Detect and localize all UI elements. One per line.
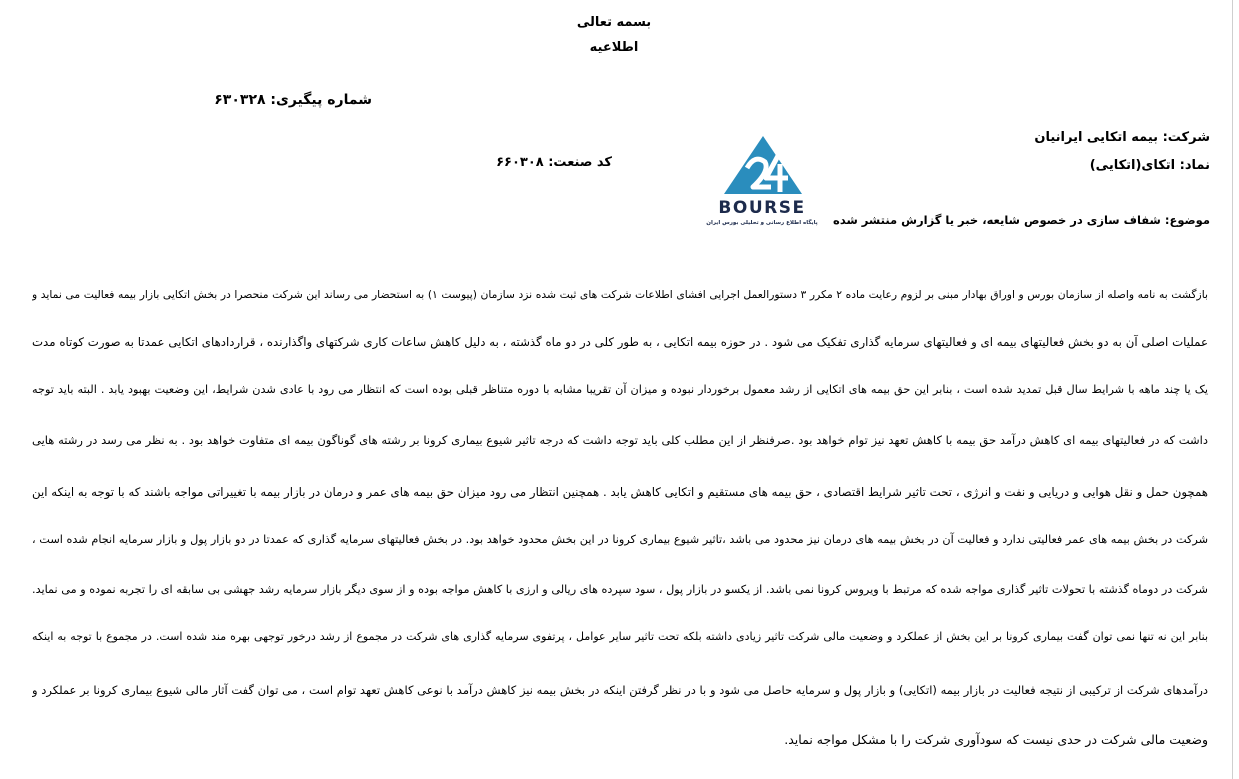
symbol-value: اتکای(اتکایی) <box>1089 158 1176 173</box>
tracking-number-value: ۶۳۰۳۲۸ <box>214 92 266 108</box>
body-line-last: وضعیت مالی شرکت در حدی نیست که سودآوری شرکت را با مشکل مواجه نماید. <box>784 732 1208 747</box>
page-edge-divider <box>1232 0 1233 779</box>
bismillah-heading: بسمه تعالی <box>576 15 652 30</box>
tracking-number-field <box>172 90 372 110</box>
company-field <box>810 128 1210 148</box>
symbol-label: نماد: <box>1179 158 1210 173</box>
body-line: همچون حمل و نقل هوایی و دریایی و نفت و انرژی ، تحت تاثیر شرایط اقتصادی ، حق بیمه های مستقیم و اتکایی کاهش یابد . همچنین انتظار می رود میزان حق بیمه های عمر و درمان در بازار بیمه با تغییراتی مواجه باشند که با توجه به اینکه این <box>32 485 1208 499</box>
industry-code-field <box>412 153 612 173</box>
body-line: درآمدهای شرکت از ترکیبی از نتیجه فعالیت در بازار بیمه (اتکایی) و بازار پول و سرمایه حاصل می شود و با در نظر گرفتن اینکه در بخش بیمه نیز کاهش درآمد با نوعی کاهش تعهد توام است ، می توان گفت آثار مالی شیوع بیماری کرونا بر عملکرد و <box>32 683 1208 697</box>
body-line: داشت که در فعالیتهای بیمه ای کاهش درآمد حق بیمه با کاهش تعهد نیز توام خواهد بود .صرفنظر از این مطلب کلی باید توجه داشت که درجه تاثیر شیوع بیماری کرونا بر رشته های گوناگون بیمه ای متفاوت خواهد بود . به نظر می رسد در رشته هایی <box>32 433 1208 447</box>
logo-tagline: پایگاه اطلاع رسانی و تحلیلی بورس ایران <box>706 220 818 226</box>
company-label: شرکت: <box>1162 130 1210 145</box>
announcement-title: اطلاعیه <box>589 40 639 55</box>
logo-wordmark: BOURSE <box>718 198 806 218</box>
subject-value: شفاف سازی در خصوص شایعه، خبر یا گزارش منتشر شده <box>833 213 1161 227</box>
body-line: شرکت در بخش بیمه های عمر فعالیتی ندارد و فعالیت آن در بخش بیمه های درمان نیز محدود می باشد ،تاثیر شیوع بیماری کرونا در این بخش محدود خواهد بود. در بخش فعالیتهای سرمایه گذاری که عمدتا در دو بازار پول و بازار سرمایه انجام شده است ، <box>32 533 1208 546</box>
body-line: بازگشت به نامه واصله از سازمان بورس و اوراق بهادار مبنی بر لزوم رعایت ماده ۲ مکرر ۳ دستورالعمل اجرایی افشای اطلاعات شرکت های ثبت شده نزد سازمان (پیوست ۱) به استحضار می رساند این شرکت منحصرا در بخش اتکایی بازار بیمه فعالیت می نماید و <box>32 288 1208 301</box>
symbol-field <box>810 156 1210 176</box>
subject-field <box>830 210 1210 230</box>
tracking-number-label: شماره پیگیری: <box>270 92 372 108</box>
body-line: عملیات اصلی آن به دو بخش فعالیتهای بیمه ای و فعالیتهای سرمایه گذاری تفکیک می شود . در حوزه بیمه اتکایی ، به طور کلی در دو ماه گذشته ، به دلیل کاهش ساعات کاری شرکتهای واگذارنده ، قراردادهای اتکایی عمدتا به صورت کوتاه مدت <box>32 335 1208 349</box>
bourse-logo <box>700 132 824 230</box>
body-line: شرکت در دوماه گذشته با تحولات تاثیر گذاری مواجه شده که مرتبط با ویروس کرونا نمی باشد. از یکسو در بازار پول ، سود سپرده های ریالی و ارزی با کاهش مواجه بوده و از سوی دیگر بازار سرمایه رشد جهشی بی سابقه ای را تجربه نموده و می نماید. <box>32 583 1208 596</box>
industry-code-label: کد صنعت: <box>548 155 612 170</box>
body-line: یک یا چند ماهه با شرایط سال قبل تمدید شده است ، بنابر این حق بیمه های اتکایی از رشد معمول برخوردار نبوده و میزان آن تقریبا مشابه با دوره متناظر قبلی بوده است که انتظار می رود با عادی شدن شرایط، این وضعیت بهبود یابد . البته باید توجه <box>32 383 1208 396</box>
company-name: بیمه اتکایی ایرانیان <box>1034 130 1159 145</box>
body-line: بنابر این نه تنها نمی توان گفت بیماری کرونا بر این بخش از عملکرد و وضعیت مالی شرکت تاثیر زیادی داشته بلکه تحت تاثیر سایر عوامل ، پرتفوی سرمایه گذاری های شرکت در مجموع از رشد درخور توجهی بهره مند شده است. در مجموع با توجه به اینکه <box>32 630 1208 643</box>
subject-label: موضوع: <box>1164 213 1210 227</box>
bourse-triangle-24-icon <box>700 132 824 230</box>
industry-code-value: ۶۶۰۳۰۸ <box>496 155 544 170</box>
